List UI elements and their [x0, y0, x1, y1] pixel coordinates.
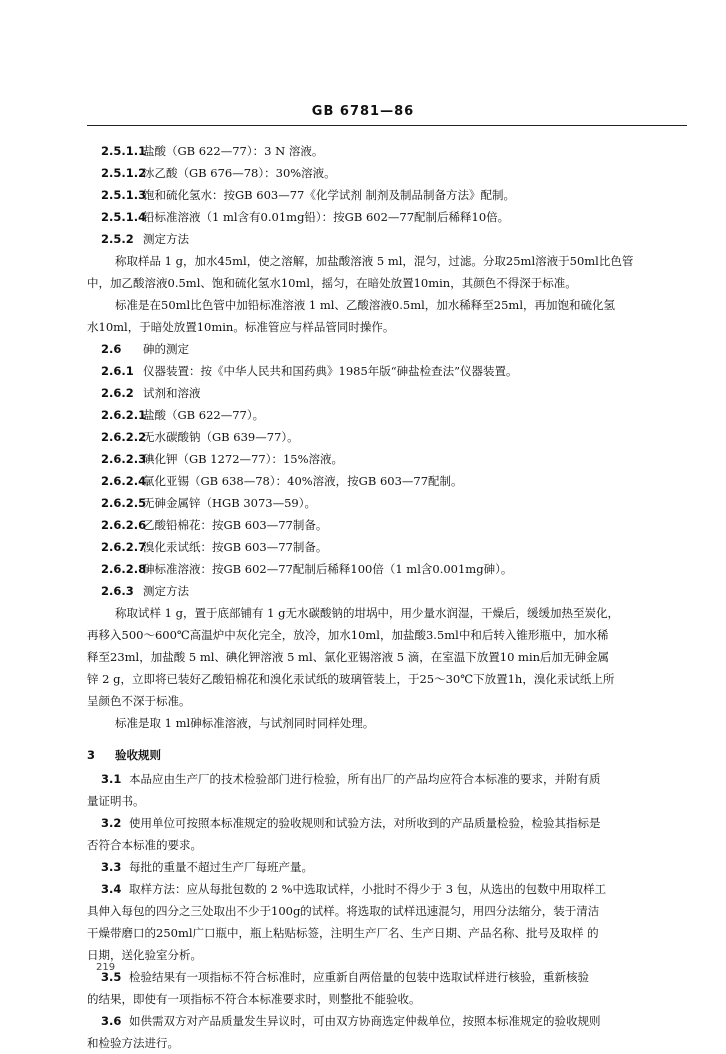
clause-number: 3.2	[101, 816, 122, 830]
clause-number: 2.5.1.2	[101, 166, 147, 180]
clause-3-3	[87, 856, 687, 878]
clause-2-6-2-3	[87, 448, 687, 470]
clause-3-6	[87, 1010, 687, 1054]
clause-2-6-2-1	[87, 404, 687, 426]
clause-number: 3.5	[101, 970, 122, 984]
clause-2-6-2-2	[87, 426, 687, 448]
clause-text: 检验结果有一项指标不符合标准时，应重新自两倍量的包装中选取试样进行核验，重新核验	[129, 970, 589, 984]
clause-2-6-2-8	[87, 558, 687, 580]
paragraph-line: 中，加乙酸溶液0.5ml、饱和硫化氢水10ml，摇匀，在暗处放置10min，其颜色不得深于标准。	[87, 276, 577, 290]
clause-3-4	[87, 878, 687, 966]
section-3-heading	[87, 742, 687, 768]
clause-2-6-2-4	[87, 470, 687, 492]
clause-number: 2.6.2.8	[101, 562, 147, 576]
paragraph-line: 释至23ml，加盐酸 5 ml、碘化钾溶液 5 ml、氯化亚锡溶液 5 滴，在室温下放置10 min后加无砷金属	[87, 650, 610, 664]
clause-2-6-2-6	[87, 514, 687, 536]
clause-2-6-2-7	[87, 536, 687, 558]
clause-2-6-2-5	[87, 492, 687, 514]
clause-number: 2.6.2	[101, 386, 134, 400]
paragraph-line: 干燥带磨口的250ml广口瓶中，瓶上粘贴标签，注明生产厂名、生产日期、产品名称、批号及取样 的	[87, 926, 599, 940]
paragraph-line: 量证明书。	[87, 794, 145, 808]
clause-text: 测定方法	[143, 584, 189, 598]
clause-text: 砷标准溶液：按GB 602—77配制后稀释100倍（1 ml含0.001mg砷）。	[143, 562, 513, 576]
paragraph-line: 标准是取 1 ml砷标准溶液，与试剂同时同样处理。	[115, 716, 375, 730]
paragraph-line: 称取试样 1 g，置于底部铺有 1 g无水碳酸钠的坩埚中，用少量水润湿，干燥后，缓缓加热至炭化，	[115, 606, 619, 620]
paragraph-line: 称取样品 1 g，加水45ml，使之溶解，加盐酸溶液 5 ml，混匀，过滤。分取25ml溶液于50ml比色管	[115, 254, 634, 268]
clause-number: 2.6.2.2	[101, 430, 147, 444]
clause-text: 无砷金属锌（HGB 3073—59）。	[143, 496, 316, 510]
clause-text: 取样方法：应从每批包数的 2 %中选取试样，小批时不得少于 3 包，从选出的包数中用取样工	[129, 882, 607, 896]
paragraph-line: 和检验方法进行。	[87, 1036, 179, 1050]
clause-number: 2.6.2.6	[101, 518, 147, 532]
clause-number: 2.6.3	[101, 584, 134, 598]
clause-number: 2.6.1	[101, 364, 134, 378]
paragraph-sample-procedure	[87, 250, 687, 294]
clause-text: 冰乙酸（GB 676—78）：30%溶液。	[143, 166, 336, 180]
paragraph-line: 呈颜色不深于标准。	[87, 694, 191, 708]
clause-number: 2.5.2	[101, 232, 134, 246]
clause-text: 盐酸（GB 622—77）：3 N 溶液。	[143, 144, 324, 158]
clause-number: 3.4	[101, 882, 122, 896]
paragraph-line: 水10ml，于暗处放置10min。标准管应与样品管同时操作。	[87, 320, 395, 334]
section-number: 3	[87, 748, 96, 762]
paragraph-line: 具伸入每包的四分之三处取出不少于100g的试样。将选取的试样迅速混匀，用四分法缩分，装于清洁	[87, 904, 600, 918]
paragraph-arsenic-procedure	[87, 602, 687, 712]
clause-number: 2.6.2.5	[101, 496, 147, 510]
header-rule	[87, 125, 687, 126]
clause-text: 每批的重量不超过生产厂每班产量。	[129, 860, 313, 874]
clause-text: 盐酸（GB 622—77）。	[143, 408, 265, 422]
clause-text: 仪器装置：按《中华人民共和国药典》1985年版“砷盐检查法”仪器装置。	[143, 364, 518, 378]
clause-2-5-2	[87, 228, 687, 250]
page-number: 219	[96, 962, 116, 973]
section-title: 验收规则	[115, 748, 161, 762]
paragraph-line: 标准是在50ml比色管中加铅标准溶液 1 ml、乙酸溶液0.5ml，加水稀释至25ml，再加饱和硫化氢	[115, 298, 616, 312]
clause-2-6	[87, 338, 687, 360]
clause-text: 氯化亚锡（GB 638—78）：40%溶液，按GB 603—77配制。	[143, 474, 463, 488]
clause-2-5-1-3	[87, 184, 687, 206]
clause-text: 无水碳酸钠（GB 639—77）。	[143, 430, 299, 444]
clause-text: 如供需双方对产品质量发生异议时，可由双方协商选定仲裁单位，按照本标准规定的验收规则	[129, 1014, 601, 1028]
clause-2-5-1-4	[87, 206, 687, 228]
clause-number: 3.1	[101, 772, 122, 786]
clause-2-5-1-2	[87, 162, 687, 184]
clause-text: 乙酸铅棉花：按GB 603—77制备。	[143, 518, 328, 532]
clause-text: 试剂和溶液	[143, 386, 201, 400]
paragraph-arsenic-standard	[87, 712, 687, 734]
clause-text: 碘化钾（GB 1272—77）：15%溶液。	[143, 452, 344, 466]
clause-3-2	[87, 812, 687, 856]
clause-2-6-3	[87, 580, 687, 602]
clause-text: 使用单位可按照本标准规定的验收规则和试验方法，对所收到的产品质量检验，检验其指标是	[129, 816, 601, 830]
paragraph-line: 日期，送化验室分析。	[87, 948, 202, 962]
paragraph-line: 否符合本标准的要求。	[87, 838, 202, 852]
clause-2-6-1	[87, 360, 687, 382]
clause-number: 2.5.1.1	[101, 144, 147, 158]
clause-3-1	[87, 768, 687, 812]
clause-text: 溴化汞试纸：按GB 603—77制备。	[143, 540, 328, 554]
clause-number: 3.3	[101, 860, 122, 874]
clause-text: 铅标准溶液（1 ml含有0.01mg铅）：按GB 602—77配制后稀释10倍。	[143, 210, 510, 224]
clause-number: 2.6.2.3	[101, 452, 147, 466]
paragraph-line: 再移入500～600℃高温炉中灰化完全，放冷，加水10ml，加盐酸3.5ml中和后转入锥形瓶中，加水稀	[87, 628, 609, 642]
standard-header: GB 6781—86	[311, 104, 415, 119]
clause-number: 2.6.2.4	[101, 474, 147, 488]
clause-text: 本品应由生产厂的技术检验部门进行检验，所有出厂的产品均应符合本标准的要求，并附有质	[129, 772, 601, 786]
paragraph-line: 的结果，即使有一项指标不符合本标准要求时，则整批不能验收。	[87, 992, 421, 1006]
clause-2-5-1-1	[87, 140, 687, 162]
clause-text: 饱和硫化氢水：按GB 603—77《化学试剂 制剂及制品制备方法》配制。	[143, 188, 516, 202]
clause-3-5	[87, 966, 687, 1010]
clause-number: 2.6	[101, 342, 122, 356]
clause-number: 2.6.2.7	[101, 540, 147, 554]
clause-2-6-2	[87, 382, 687, 404]
paragraph-standard-procedure	[87, 294, 687, 338]
clause-number: 2.6.2.1	[101, 408, 147, 422]
clause-text: 测定方法	[143, 232, 189, 246]
paragraph-line: 锌 2 g，立即将已装好乙酸铅棉花和溴化汞试纸的玻璃管装上，于25～30℃下放置1h，溴化汞试纸上所	[87, 672, 615, 686]
clause-number: 3.6	[101, 1014, 122, 1028]
clause-number: 2.5.1.3	[101, 188, 147, 202]
clause-text: 砷的测定	[143, 342, 189, 356]
clause-number: 2.5.1.4	[101, 210, 147, 224]
document-body	[87, 140, 687, 1054]
